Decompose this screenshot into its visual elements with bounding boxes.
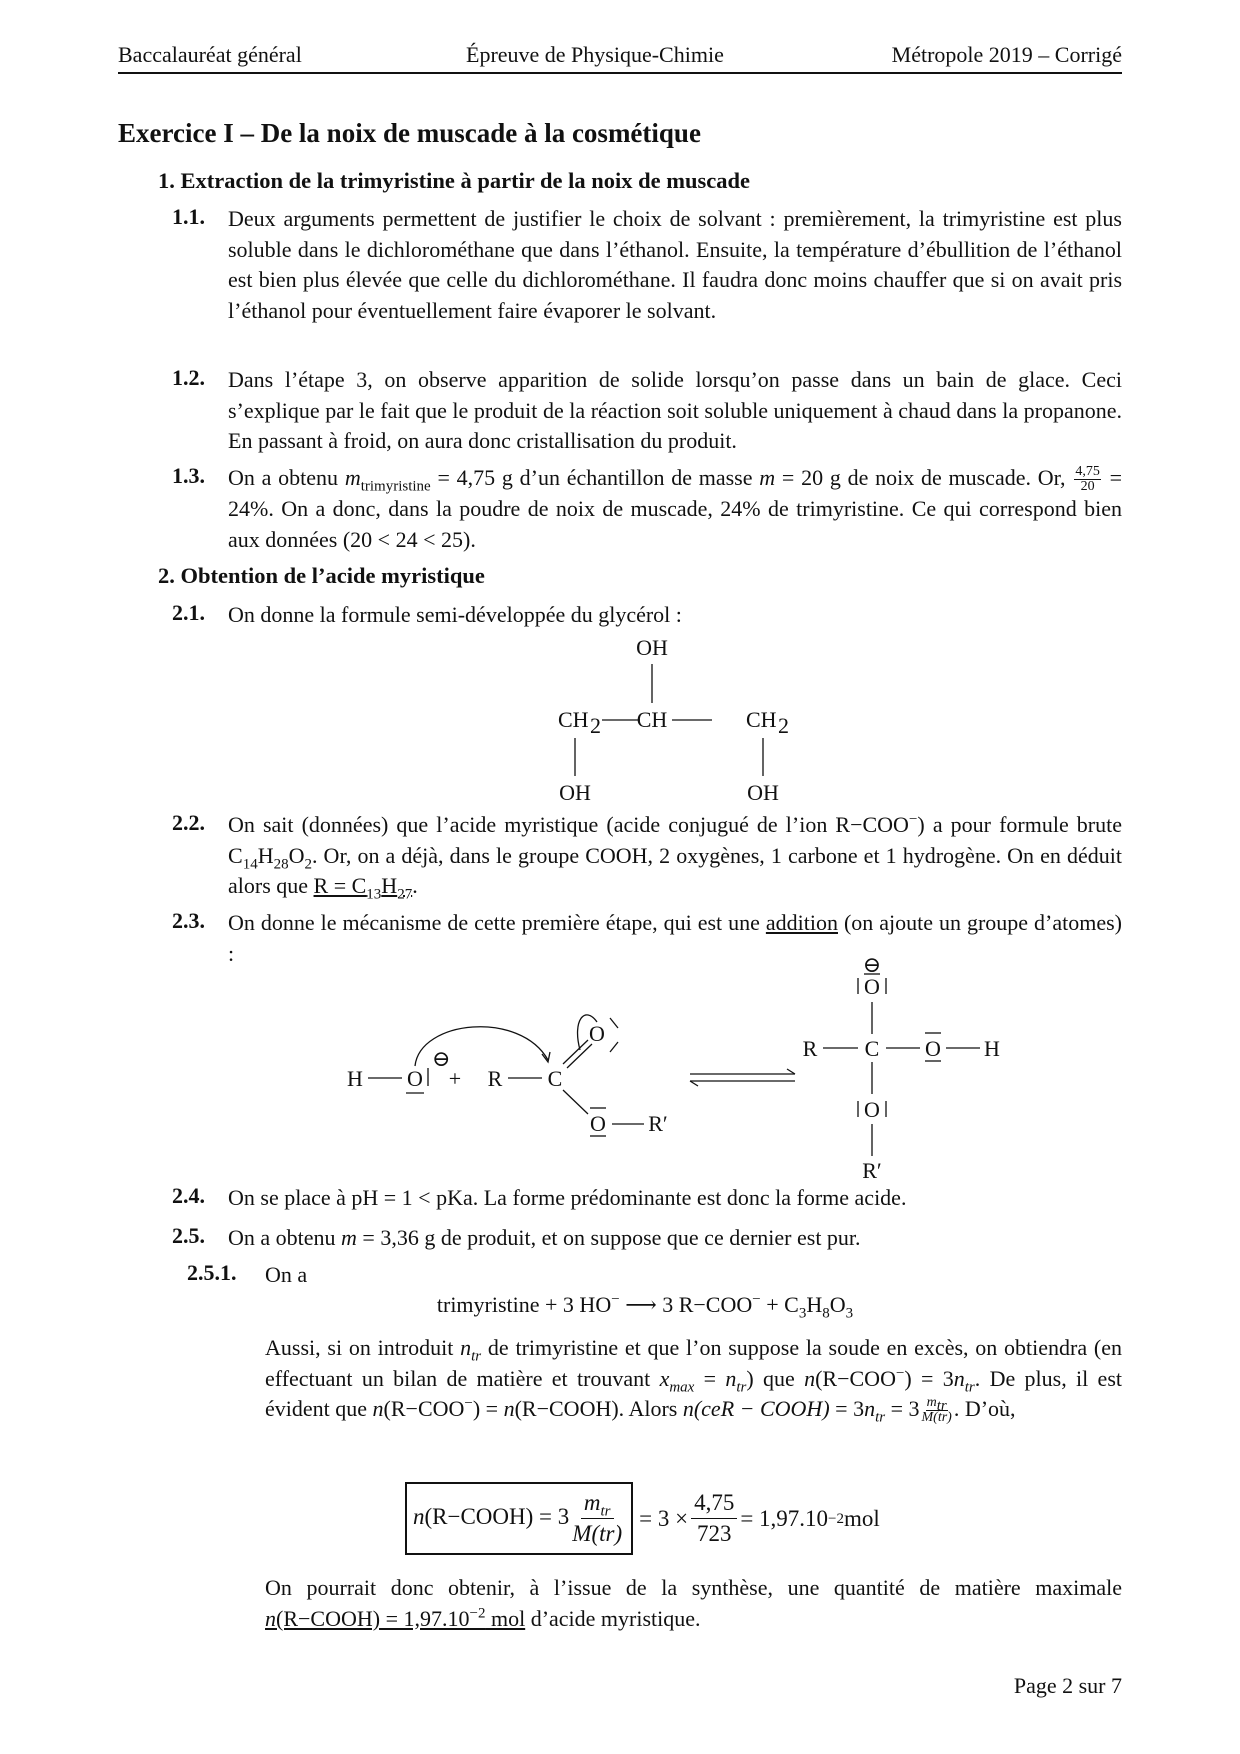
- svg-text:⊖: ⊖: [432, 1046, 451, 1071]
- svg-text:O: O: [925, 1036, 941, 1061]
- q11-text: Deux arguments permettent de justifier le choix de solvant : premièrement, la trimyristine est plus soluble dans le dichlorométhane que dans l’éthanol. Ensuite, la température d’ébullition de l’éthanol est bien plus élevée que celle du dichlorométhane. Il faudra donc moins chauffer que si on avait pris l’éthanol pour éventuellement faire évaporer le solvant.: [228, 206, 1122, 323]
- svg-text:OH: OH: [559, 780, 591, 805]
- q25-number: 2.5.: [172, 1223, 205, 1248]
- q251-conclusion: On pourrait donc obtenir, à l’issue de la synthèse, une quantité de matière maximale n(R−COOH) = $1,97.10^{-2}$ mol d’acide myristique.: [265, 1575, 1122, 1631]
- q22-number: 2.2.: [172, 810, 205, 835]
- svg-text:CH: CH: [746, 707, 777, 732]
- q22-text: On sait (données) que l’acide myristique (acide conjugué de l’ion R−COO−) a pour formule brute $C_{14}H_{28}O_2$. Or, on a déjà, dans le groupe COOH, 2 oxygènes, 1 carbone et 1 hydrogène. On en déduit alors que $R = C_{13}H_{27}$.: [228, 811, 1122, 903]
- q13-text: On a obtenu $m_{trimyristine} = 4,75$ g d’un échantillon de masse m = 20 g de noix de muscade. Or, $\frac{4,75}{20}$ = 24%. On a donc, dans la poudre de noix de muscade, 24% de trimyristine. Ce qui correspond bien aux données (20 < 24 < 25).: [228, 464, 1122, 552]
- q25-text: On a obtenu m = 3,36 g de produit, et on suppose que ce dernier est pur.: [228, 1225, 861, 1250]
- q21-number: 2.1.: [172, 600, 205, 625]
- svg-text:H: H: [347, 1066, 363, 1091]
- svg-text:CH: CH: [636, 707, 668, 732]
- q23-text: On donne le mécanisme de cette première étape, qui est une addition (on ajoute un groupe d’atomes) :: [228, 910, 1122, 966]
- header-left: Baccalauréat général: [118, 42, 302, 67]
- reaction-mechanism: [347, 952, 1000, 1183]
- svg-text:R′: R′: [648, 1111, 668, 1136]
- q24-number: 2.4.: [172, 1183, 205, 1208]
- svg-text:R′: R′: [862, 1158, 882, 1183]
- section-1-heading: 1. Extraction de la trimyristine à partir de la noix de muscade: [158, 168, 751, 193]
- svg-text:CH: CH: [558, 707, 589, 732]
- boxed-result: n(R−COOH) = 3 $m_{tr}$ M(tr) = 3 × $\frac{4,75}{723}$ = 1,97.10 −2 mol: [405, 1482, 880, 1555]
- q23-number: 2.3.: [172, 908, 205, 933]
- q13-number: 1.3.: [172, 463, 205, 488]
- q251-number: 2.5.1.: [187, 1260, 237, 1285]
- q12-text: Dans l’étape 3, on observe apparition de solide lorsqu’on passe dans un bain de glace. Ceci s’explique par le fait que le produit de la réaction soit soluble uniquement à chaud dans la propanone. En passant à froid, on aura donc cristallisation du produit.: [228, 367, 1122, 453]
- header-center: Épreuve de Physique-Chimie: [466, 42, 724, 67]
- svg-text:O: O: [864, 1097, 880, 1122]
- reaction-equation: trimyristine + 3 HO− ⟶ 3 $R-COO^- + C_3H_8O_3$: [436, 1291, 854, 1322]
- q11-number: 1.1.: [172, 204, 205, 229]
- q21-text: On donne la formule semi-développée du glycérol :: [228, 602, 682, 627]
- exercise-title: Exercice I – De la noix de muscade à la cosmétique: [118, 118, 701, 148]
- page-number: Page 2 sur 7: [1013, 1673, 1122, 1698]
- svg-text:OH: OH: [636, 635, 668, 660]
- glycerol-formula: [558, 635, 789, 805]
- q251-paragraph: Aussi, si on introduit $n_{tr}$ de trimyristine et que l’on suppose la soude en excès, on obtiendra (en effectuant un bilan de matière et trouvant $x_{max} = n_{tr}$) que $n(R-COO^-) = 3n_{tr}$. De plus, il est évident que n(R−COO−) = n(R−COOH). Alors n(ceR − COOH) = $3n_{tr} = 3$ $\frac{m_{tr}}{M(tr)}$ . D’où,: [265, 1335, 1122, 1426]
- q251-intro: On a: [265, 1262, 308, 1287]
- underlined-result: $R = C_{13}H_{27}$: [313, 873, 413, 903]
- underlined-result: n(R−COOH) = $1,97.10^{-2}$ mol: [265, 1605, 526, 1631]
- svg-text:C: C: [864, 1036, 880, 1061]
- section-2-heading: 2. Obtention de l’acide myristique: [158, 563, 485, 588]
- fraction: $\frac{4,75}{20}$: [1075, 464, 1100, 495]
- svg-text:C: C: [547, 1066, 563, 1091]
- svg-text:O: O: [589, 1021, 605, 1046]
- svg-text:O: O: [407, 1066, 423, 1091]
- svg-text:R: R: [487, 1066, 503, 1091]
- svg-text:O: O: [864, 974, 880, 999]
- svg-text:2: 2: [590, 713, 601, 738]
- svg-text:H: H: [984, 1036, 1000, 1061]
- svg-text:OH: OH: [747, 780, 779, 805]
- svg-text:⊖: ⊖: [862, 952, 882, 977]
- svg-text:+: +: [448, 1066, 462, 1091]
- header-right: Métropole 2019 – Corrigé: [891, 42, 1122, 67]
- result-box: n(R−COOH) = 3 $m_{tr}$ M(tr): [405, 1482, 633, 1555]
- svg-text:2: 2: [778, 713, 789, 738]
- q12-number: 1.2.: [172, 365, 205, 390]
- q24-text: On se place à pH = 1 < pKa. La forme prédominante est donc la forme acide.: [228, 1185, 907, 1210]
- svg-text:R: R: [802, 1036, 818, 1061]
- svg-text:O: O: [590, 1111, 606, 1136]
